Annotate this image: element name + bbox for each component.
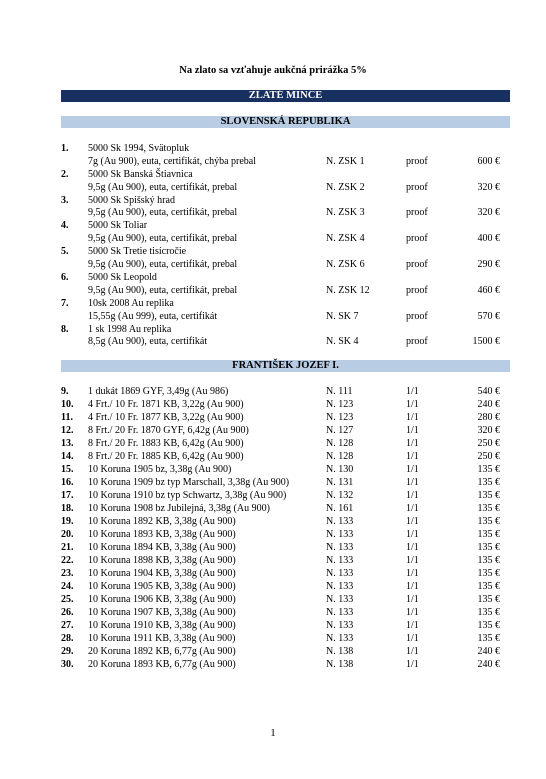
lot-grade: 1/1 xyxy=(406,529,419,541)
lot-grade: 1/1 xyxy=(406,607,419,619)
lot-description: 9,5g (Au 900), euta, certifikát, prebal xyxy=(88,207,238,219)
lot-description: 8 Frt./ 20 Fr. 1885 KB, 6,42g (Au 900) xyxy=(88,451,244,463)
lot-grade: 1/1 xyxy=(406,659,419,671)
lot-number: 15. xyxy=(61,464,74,476)
lot-price: 135 € xyxy=(477,607,500,619)
lot-price: 135 € xyxy=(477,542,500,554)
lot-grade: 1/1 xyxy=(406,451,419,463)
lot-grade: 1/1 xyxy=(406,438,419,450)
lot-number: 12. xyxy=(61,425,74,437)
lot-row xyxy=(0,529,546,542)
lot-row xyxy=(0,169,546,195)
lot-price: 135 € xyxy=(477,633,500,645)
lot-number: 2. xyxy=(61,168,69,180)
lot-row xyxy=(0,272,546,298)
lot-grade: proof xyxy=(406,336,428,348)
lot-grade: 1/1 xyxy=(406,477,419,489)
lot-grade: 1/1 xyxy=(406,620,419,632)
lot-description: 8 Frt./ 20 Fr. 1870 GYF, 6,42g (Au 900) xyxy=(88,425,249,437)
catalog-number: N. 123 xyxy=(326,412,354,424)
lot-title: 5000 Sk Toliar xyxy=(88,220,148,232)
lot-row xyxy=(0,516,546,529)
lot-description: 10 Koruna 1892 KB, 3,38g (Au 900) xyxy=(88,516,236,528)
lot-price: 600 € xyxy=(477,155,500,167)
lot-row xyxy=(0,324,546,350)
catalog-number: N. ZSK 6 xyxy=(326,258,365,270)
catalog-number: N. 111 xyxy=(326,386,353,397)
lot-grade: proof xyxy=(406,207,428,219)
lot-title: 5000 Sk Leopold xyxy=(88,272,157,283)
lot-row xyxy=(0,659,546,672)
lot-number: 26. xyxy=(61,607,74,619)
catalog-number: N. 133 xyxy=(326,607,354,619)
lot-description: 10 Koruna 1893 KB, 3,38g (Au 900) xyxy=(88,529,236,541)
lot-description: 10 Koruna 1894 KB, 3,38g (Au 900) xyxy=(88,542,236,554)
catalog-number: N. SK 7 xyxy=(326,310,359,322)
section-gold-coins: ZLATÉ MINCE xyxy=(61,90,510,102)
lot-description: 10 Koruna 1906 KB, 3,38g (Au 900) xyxy=(88,594,236,606)
lot-price: 1500 € xyxy=(472,336,500,348)
lot-price: 135 € xyxy=(477,529,500,541)
lot-price: 240 € xyxy=(477,659,500,671)
catalog-number: N. 132 xyxy=(326,490,354,502)
lot-row xyxy=(0,143,546,169)
lot-price: 135 € xyxy=(477,477,500,489)
lot-title: 5000 Sk Banská Štiavnica xyxy=(88,168,193,180)
lot-price: 240 € xyxy=(477,399,500,411)
lot-row xyxy=(0,298,546,324)
catalog-number: N. ZSK 1 xyxy=(326,155,365,167)
lot-grade: proof xyxy=(406,181,428,193)
section-slovak-republic: SLOVENSKÁ REPUBLIKA xyxy=(61,116,510,128)
lot-row xyxy=(0,464,546,477)
lot-row xyxy=(0,246,546,272)
lot-price: 250 € xyxy=(477,451,500,463)
lot-number: 20. xyxy=(61,529,74,541)
lot-number: 7. xyxy=(61,297,69,309)
catalog-number: N. ZSK 3 xyxy=(326,207,365,219)
catalog-number: N. 138 xyxy=(326,659,354,671)
lot-description: 1 dukát 1869 GYF, 3,49g (Au 986) xyxy=(88,386,229,397)
lot-grade: 1/1 xyxy=(406,568,419,580)
lot-grade: proof xyxy=(406,233,428,245)
lot-price: 135 € xyxy=(477,594,500,606)
lot-number: 29. xyxy=(61,646,74,658)
lot-grade: 1/1 xyxy=(406,503,419,515)
catalog-number: N. 127 xyxy=(326,425,354,437)
lot-grade: proof xyxy=(406,310,428,322)
lot-price: 250 € xyxy=(477,438,500,450)
lot-description: 10 Koruna 1911 KB, 3,38g (Au 900) xyxy=(88,633,236,645)
lot-number: 1. xyxy=(61,143,69,154)
catalog-number: N. 130 xyxy=(326,464,354,476)
lot-number: 28. xyxy=(61,633,74,645)
catalog-number: N. 133 xyxy=(326,529,354,541)
lot-number: 6. xyxy=(61,272,69,283)
lot-number: 25. xyxy=(61,594,74,606)
lot-description: 20 Koruna 1892 KB, 6,77g (Au 900) xyxy=(88,646,236,658)
lot-number: 18. xyxy=(61,503,74,515)
catalog-number: N. 138 xyxy=(326,646,354,658)
lot-description: 10 Koruna 1904 KB, 3,38g (Au 900) xyxy=(88,568,236,580)
lot-number: 24. xyxy=(61,581,74,593)
catalog-number: N. 133 xyxy=(326,542,354,554)
lot-price: 135 € xyxy=(477,620,500,632)
lot-price: 240 € xyxy=(477,646,500,658)
aukcna-prirazka-note: Na zlato sa vzťahuje aukčná prirážka 5% xyxy=(179,65,367,76)
catalog-number: N. 131 xyxy=(326,477,354,489)
lot-grade: proof xyxy=(406,155,428,167)
lot-description: 9,5g (Au 900), euta, certifikát, prebal xyxy=(88,181,238,193)
lot-row xyxy=(0,503,546,516)
lot-description: 4 Frt./ 10 Fr. 1871 KB, 3,22g (Au 900) xyxy=(88,399,244,411)
lot-row xyxy=(0,646,546,659)
lot-price: 135 € xyxy=(477,568,500,580)
catalog-number: N. 128 xyxy=(326,451,354,463)
section-frantisek-jozef: FRANTIŠEK JOZEF I. xyxy=(61,360,510,372)
lot-number: 21. xyxy=(61,542,74,554)
lot-row xyxy=(0,542,546,555)
lot-description: 10 Koruna 1905 bz, 3,38g (Au 900) xyxy=(88,464,232,476)
lot-price: 135 € xyxy=(477,490,500,502)
lot-grade: 1/1 xyxy=(406,594,419,606)
lot-grade: proof xyxy=(406,258,428,270)
lot-row xyxy=(0,451,546,464)
lot-description: 15,55g (Au 999), euta, certifikát xyxy=(88,310,218,322)
catalog-number: N. 133 xyxy=(326,581,354,593)
lot-number: 14. xyxy=(61,451,74,463)
lot-row xyxy=(0,581,546,594)
lot-number: 9. xyxy=(61,386,69,397)
lot-row xyxy=(0,490,546,503)
lot-price: 135 € xyxy=(477,464,500,476)
lot-number: 23. xyxy=(61,568,74,580)
lot-row xyxy=(0,555,546,568)
lot-row xyxy=(0,620,546,633)
lot-number: 8. xyxy=(61,323,69,335)
lot-description: 7g (Au 900), euta, certifikát, chýba prebal xyxy=(88,155,256,167)
lot-title: 10sk 2008 Au replika xyxy=(88,297,174,309)
lot-description: 8 Frt./ 20 Fr. 1883 KB, 6,42g (Au 900) xyxy=(88,438,244,450)
lot-row xyxy=(0,477,546,490)
lot-price: 135 € xyxy=(477,503,500,515)
lot-row xyxy=(0,386,546,399)
lot-price: 135 € xyxy=(477,516,500,528)
lot-grade: 1/1 xyxy=(406,412,419,424)
lot-row xyxy=(0,195,546,221)
lot-number: 13. xyxy=(61,438,74,450)
lot-row xyxy=(0,412,546,425)
lot-price: 280 € xyxy=(477,412,500,424)
catalog-number: N. ZSK 12 xyxy=(326,284,370,296)
lot-row xyxy=(0,568,546,581)
lot-grade: 1/1 xyxy=(406,464,419,476)
lot-price: 540 € xyxy=(477,386,500,397)
lot-row xyxy=(0,633,546,646)
lot-number: 17. xyxy=(61,490,74,502)
lot-description: 10 Koruna 1905 KB, 3,38g (Au 900) xyxy=(88,581,236,593)
lot-title: 5000 Sk Spišský hrad xyxy=(88,194,175,206)
lot-grade: 1/1 xyxy=(406,633,419,645)
lot-row xyxy=(0,425,546,438)
page-number: 1 xyxy=(270,727,276,739)
catalog-number: N. SK 4 xyxy=(326,336,359,348)
lot-number: 27. xyxy=(61,620,74,632)
catalog-number: N. 133 xyxy=(326,568,354,580)
lot-description: 10 Koruna 1907 KB, 3,38g (Au 900) xyxy=(88,607,236,619)
lot-price: 135 € xyxy=(477,581,500,593)
lot-price: 320 € xyxy=(477,425,500,437)
lot-number: 4. xyxy=(61,220,69,232)
lot-title: 1 sk 1998 Au replika xyxy=(88,323,172,335)
catalog-number: N. 161 xyxy=(326,503,354,515)
lot-number: 16. xyxy=(61,477,74,489)
lot-number: 30. xyxy=(61,659,74,671)
lot-description: 4 Frt./ 10 Fr. 1877 KB, 3,22g (Au 900) xyxy=(88,412,244,424)
lot-grade: proof xyxy=(406,284,428,296)
lot-price: 320 € xyxy=(477,181,500,193)
lot-description: 10 Koruna 1898 KB, 3,38g (Au 900) xyxy=(88,555,236,567)
lot-price: 320 € xyxy=(477,207,500,219)
lot-title: 5000 Sk 1994, Svätopluk xyxy=(88,143,190,154)
lot-number: 5. xyxy=(61,246,69,258)
lot-grade: 1/1 xyxy=(406,386,419,397)
lot-row xyxy=(0,607,546,620)
lot-grade: 1/1 xyxy=(406,581,419,593)
lot-description: 10 Koruna 1910 KB, 3,38g (Au 900) xyxy=(88,620,236,632)
lot-description: 9,5g (Au 900), euta, certifikát, prebal xyxy=(88,258,238,270)
lot-price: 460 € xyxy=(477,284,500,296)
lot-description: 8,5g (Au 900), euta, certifikát xyxy=(88,336,208,348)
lot-number: 22. xyxy=(61,555,74,567)
lot-number: 3. xyxy=(61,194,69,206)
lot-number: 11. xyxy=(61,412,73,424)
lot-description: 10 Koruna 1909 bz typ Marschall, 3,38g (Au 900) xyxy=(88,477,290,489)
lot-row xyxy=(0,220,546,246)
lot-grade: 1/1 xyxy=(406,542,419,554)
lot-grade: 1/1 xyxy=(406,399,419,411)
catalog-number: N. 133 xyxy=(326,594,354,606)
lot-grade: 1/1 xyxy=(406,490,419,502)
catalog-number: N. ZSK 4 xyxy=(326,233,365,245)
catalog-number: N. ZSK 2 xyxy=(326,181,365,193)
lot-grade: 1/1 xyxy=(406,516,419,528)
lot-number: 10. xyxy=(61,399,74,411)
lot-title: 5000 Sk Tretie tisícročie xyxy=(88,246,187,258)
lot-description: 9,5g (Au 900), euta, certifikát, prebal xyxy=(88,284,238,296)
lot-price: 135 € xyxy=(477,555,500,567)
lot-grade: 1/1 xyxy=(406,646,419,658)
lot-description: 9,5g (Au 900), euta, certifikát, prebal xyxy=(88,233,238,245)
catalog-number: N. 133 xyxy=(326,516,354,528)
catalog-number: N. 128 xyxy=(326,438,354,450)
catalog-number: N. 133 xyxy=(326,633,354,645)
catalog-number: N. 133 xyxy=(326,620,354,632)
lot-price: 400 € xyxy=(477,233,500,245)
lot-price: 570 € xyxy=(477,310,500,322)
lot-description: 20 Koruna 1893 KB, 6,77g (Au 900) xyxy=(88,659,236,671)
lot-description: 10 Koruna 1908 bz Jubilejná, 3,38g (Au 900) xyxy=(88,503,270,515)
catalog-number: N. 123 xyxy=(326,399,354,411)
lot-row xyxy=(0,399,546,412)
lot-price: 290 € xyxy=(477,258,500,270)
lot-row xyxy=(0,594,546,607)
lot-number: 19. xyxy=(61,516,74,528)
catalog-number: N. 133 xyxy=(326,555,354,567)
lot-description: 10 Koruna 1910 bz typ Schwartz, 3,38g (Au 900) xyxy=(88,490,287,502)
lot-grade: 1/1 xyxy=(406,555,419,567)
lot-row xyxy=(0,438,546,451)
lot-grade: 1/1 xyxy=(406,425,419,437)
